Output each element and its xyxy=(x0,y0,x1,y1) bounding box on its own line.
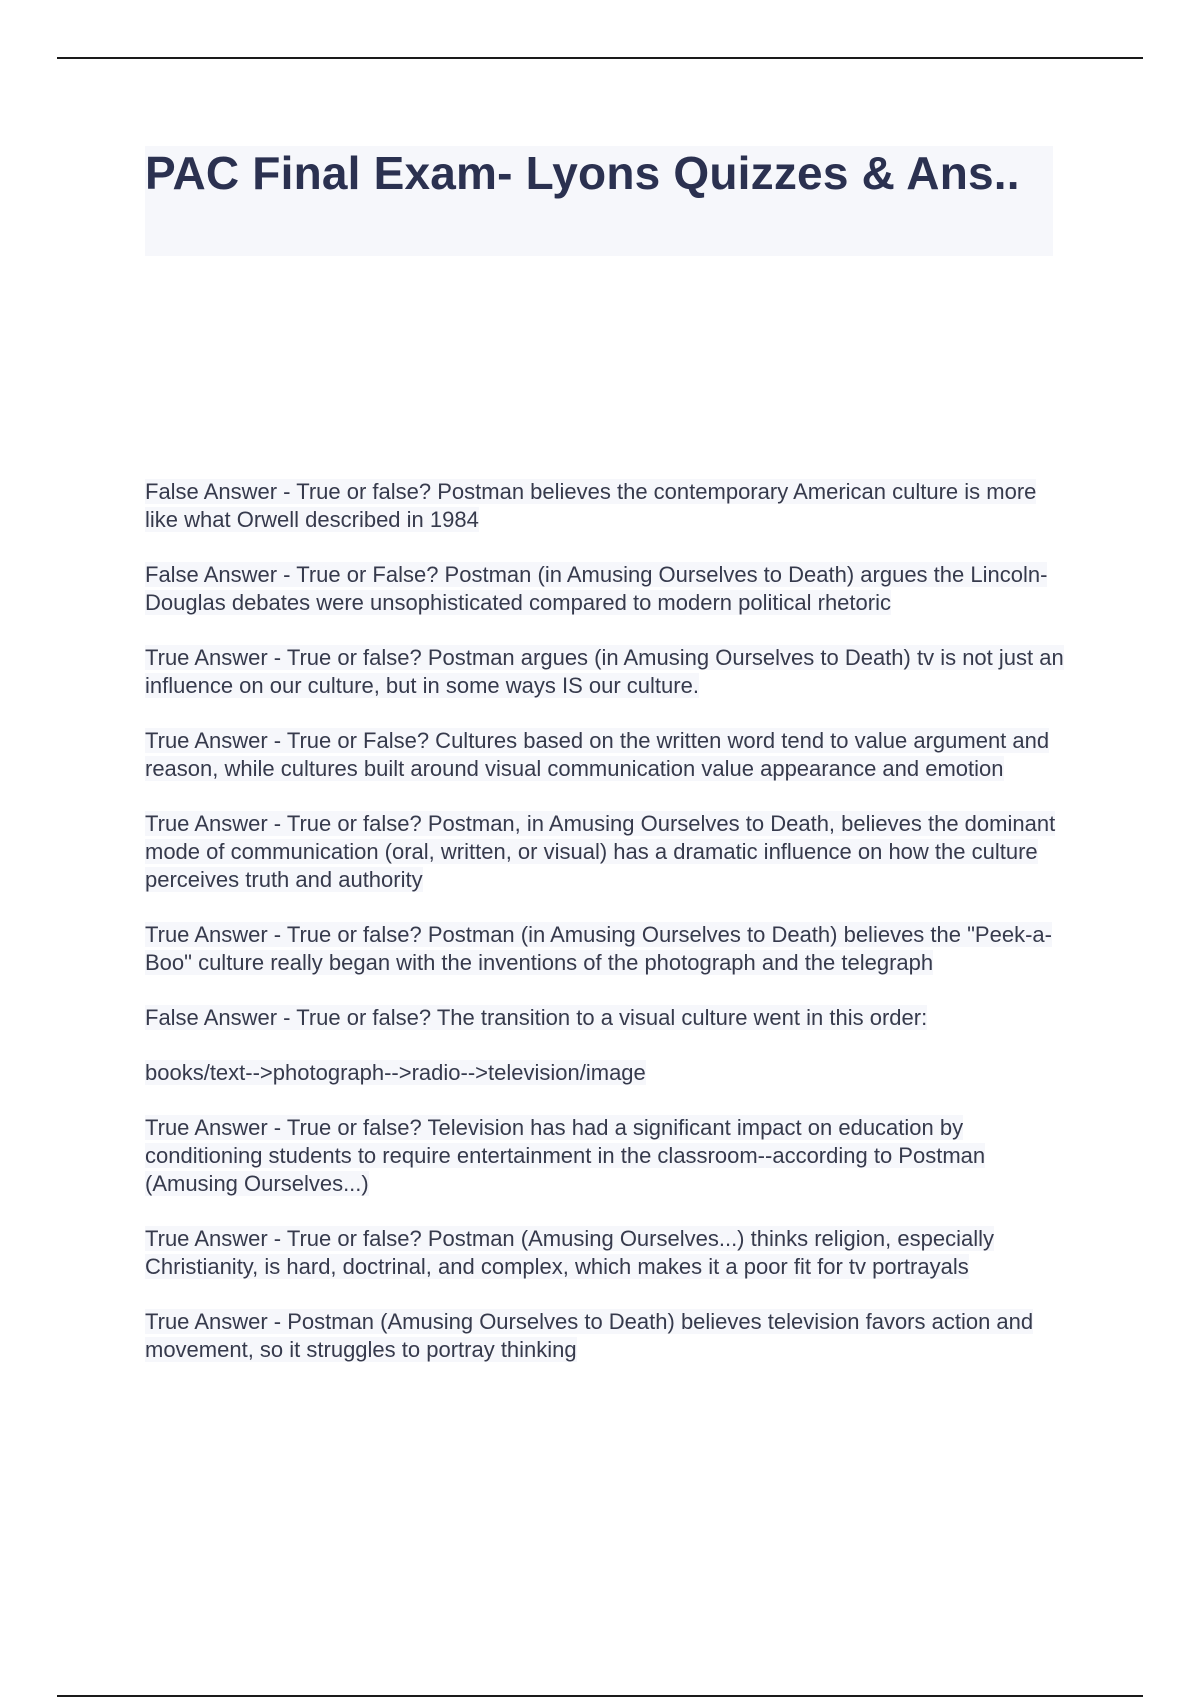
qa-item-2 xyxy=(145,561,1065,617)
qa-item-3 xyxy=(145,644,1065,700)
qa-text: False Answer - True or false? The transition to a visual culture went in this order: xyxy=(145,1005,928,1030)
qa-text: True Answer - True or false? Postman (Amusing Ourselves...) thinks religion, especially Christianity, is hard, doctrinal, and complex, which makes it a poor fit for tv portrayals xyxy=(145,1226,994,1279)
qa-text: True Answer - Postman (Amusing Ourselves to Death) believes television favors action and movement, so it struggles to portray thinking xyxy=(145,1309,1034,1362)
qa-item-10 xyxy=(145,1225,1065,1281)
qa-text: True Answer - True or false? Television has had a significant impact on education by conditioning students to require entertainment in the classroom--according to Postman (Amusing Ourselves...) xyxy=(145,1115,986,1196)
bottom-rule xyxy=(57,1695,1143,1697)
qa-text: True Answer - True or false? Postman, in Amusing Ourselves to Death, believes the dominant mode of communication (oral, written, or visual) has a dramatic influence on how the culture perceives truth and authority xyxy=(145,811,1056,892)
qa-item-9 xyxy=(145,1114,1065,1198)
qa-item-7 xyxy=(145,1004,1065,1032)
qa-item-11 xyxy=(145,1308,1065,1364)
qa-item-1 xyxy=(145,478,1065,534)
qa-list xyxy=(145,478,1065,1391)
page-title: PAC Final Exam- Lyons Quizzes & Ans.. xyxy=(145,147,1020,199)
qa-item-6 xyxy=(145,921,1065,977)
qa-text: books/text-->photograph-->radio-->television/image xyxy=(145,1060,646,1085)
qa-item-5 xyxy=(145,810,1065,894)
qa-text: True Answer - True or false? Postman (in Amusing Ourselves to Death) believes the "Peek-a-Boo" culture really began with the inventions of the photograph and the telegraph xyxy=(145,922,1052,975)
qa-text: True Answer - True or False? Cultures based on the written word tend to value argument and reason, while cultures built around visual communication value appearance and emotion xyxy=(145,728,1050,781)
title-block xyxy=(145,146,1053,256)
qa-item-8 xyxy=(145,1059,1065,1087)
qa-item-4 xyxy=(145,727,1065,783)
qa-text: True Answer - True or false? Postman argues (in Amusing Ourselves to Death) tv is not just an influence on our culture, but in some ways IS our culture. xyxy=(145,645,1064,698)
qa-text: False Answer - True or False? Postman (in Amusing Ourselves to Death) argues the Lincoln-Douglas debates were unsophisticated compared to modern political rhetoric xyxy=(145,562,1048,615)
top-rule xyxy=(57,57,1143,59)
qa-text: False Answer - True or false? Postman believes the contemporary American culture is more like what Orwell described in 1984 xyxy=(145,479,1037,532)
